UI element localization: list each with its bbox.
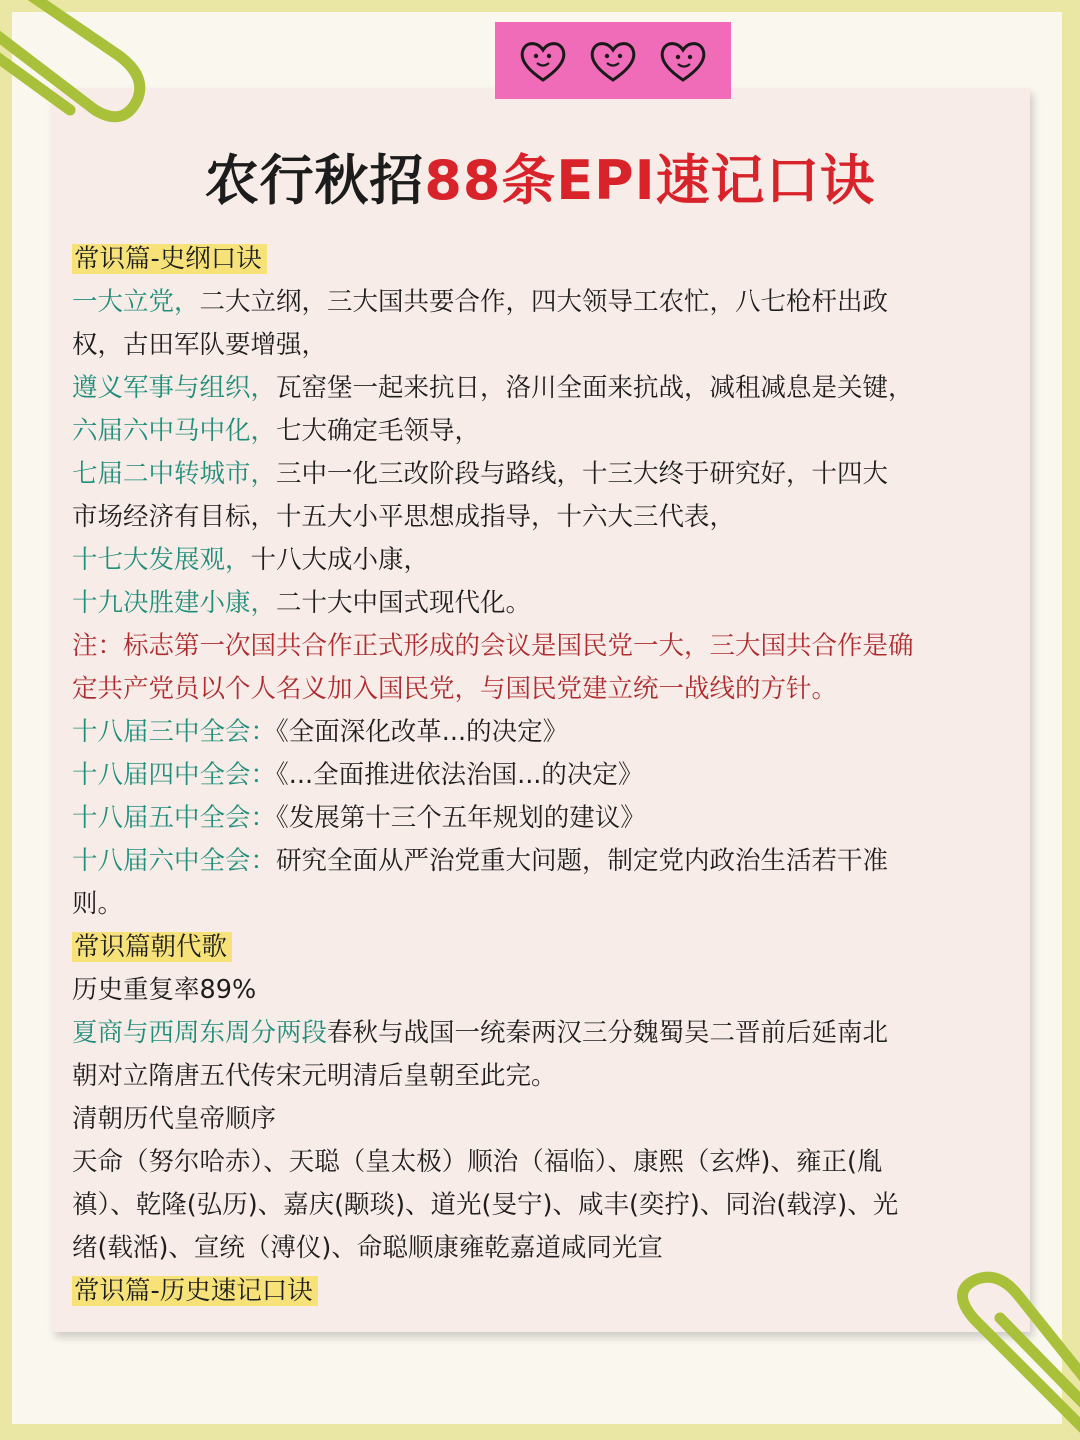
line-text: 瓦窑堡一起来抗日，洛川全面来抗战，减租减息是关键，: [276, 373, 914, 403]
green-phrase: 六届六中马中化，: [72, 416, 277, 446]
smiley-heart-icon: [587, 38, 639, 84]
line-text: 清朝历代皇帝顺序: [72, 1104, 277, 1134]
line-text: 研究全面从严治党重大问题，制定党内政治生活若干准: [276, 846, 889, 876]
green-phrase: 夏商与西周东周分两段: [72, 1018, 328, 1048]
text-line: [72, 1141, 1002, 1184]
text-line: [72, 711, 1002, 754]
text-line: [72, 367, 1002, 410]
text-line: [72, 883, 1002, 926]
line-text: 《全面深化改革...的决定》: [276, 717, 569, 747]
text-line: [72, 539, 1002, 582]
smiley-heart-icon: [517, 38, 569, 84]
page-title: [0, 138, 1080, 215]
line-text: 禛）、乾隆(弘历)、嘉庆(颙琰)、道光(旻宁)、咸丰(奕拧)、同治(载淳)、光: [72, 1190, 899, 1220]
line-text: 历史重复率89%: [72, 975, 257, 1005]
text-line: [72, 582, 1002, 625]
line-text: 春秋与战国一统秦两汉三分魏蜀吴二晋前后延南北: [327, 1018, 889, 1048]
smiley-heart-icon: [657, 38, 709, 84]
section-heading: 常识篇朝代歌: [72, 932, 232, 962]
text-line: [72, 496, 1002, 539]
green-phrase: 十八届五中全会：: [72, 803, 277, 833]
text-line: [72, 1012, 1002, 1055]
text-line: [72, 281, 1002, 324]
green-phrase: 十八届三中全会：: [72, 717, 277, 747]
line-text: 七大确定毛领导，: [276, 416, 481, 446]
line-text: 二大立纲，三大国共要合作，四大领导工农忙，八七枪杆出政: [199, 287, 889, 317]
heart-banner: [495, 22, 731, 99]
note-line: 注：标志第一次国共合作正式形成的会议是国民党一大，三大国共合作是确: [72, 631, 914, 661]
green-phrase: 遵义军事与组织，: [72, 373, 277, 403]
section-heading: 常识篇-历史速记口诀: [72, 1276, 318, 1306]
line-text: 权，古田军队要增强，: [72, 330, 328, 360]
text-line: [72, 754, 1002, 797]
text-line: [72, 1184, 1002, 1227]
line-text: 二十大中国式现代化。: [276, 588, 532, 618]
text-line: [72, 453, 1002, 496]
green-phrase: 十八届四中全会：: [72, 760, 277, 790]
title-black: 农行秋招: [204, 149, 425, 212]
line-text: 则。: [72, 889, 124, 919]
green-phrase: 一大立党，: [72, 287, 200, 317]
content-body: [72, 238, 1002, 1313]
line-text: 市场经济有目标，十五大小平思想成指导，十六大三代表，: [72, 502, 736, 532]
text-line: [72, 1055, 1002, 1098]
paper-clip-top-left-icon: [0, 0, 160, 130]
text-line: [72, 1227, 1002, 1270]
line-text: 《...全面推进依法治国...的决定》: [276, 760, 644, 790]
text-line: [72, 797, 1002, 840]
green-phrase: 十九决胜建小康，: [72, 588, 277, 618]
text-line: [72, 840, 1002, 883]
line-text: 《发展第十三个五年规划的建议》: [276, 803, 646, 833]
title-red: 88条EPI速记口诀: [424, 149, 876, 212]
green-phrase: 七届二中转城市，: [72, 459, 277, 489]
text-line: [72, 969, 1002, 1012]
line-text: 朝对立隋唐五代传宋元明清后皇朝至此完。: [72, 1061, 557, 1091]
line-text: 绪(载湉)、宣统（溥仪)、命聪顺康雍乾嘉道咸同光宣: [72, 1233, 663, 1263]
line-text: 天命（努尔哈赤）、天聪（皇太极）顺治（福临）、康熙（玄烨)、雍正(胤: [72, 1147, 883, 1177]
line-text: 十八大成小康，: [250, 545, 430, 575]
green-phrase: 十八届六中全会：: [72, 846, 277, 876]
text-line: [72, 410, 1002, 453]
line-text: 三中一化三改阶段与路线，十三大终于研究好，十四大: [276, 459, 889, 489]
green-phrase: 十七大发展观，: [72, 545, 251, 575]
text-line: [72, 324, 1002, 367]
text-line: [72, 1098, 1002, 1141]
note-line: 定共产党员以个人名义加入国民党，与国民党建立统一战线的方针。: [72, 674, 838, 704]
section-heading: 常识篇-史纲口诀: [72, 244, 267, 274]
